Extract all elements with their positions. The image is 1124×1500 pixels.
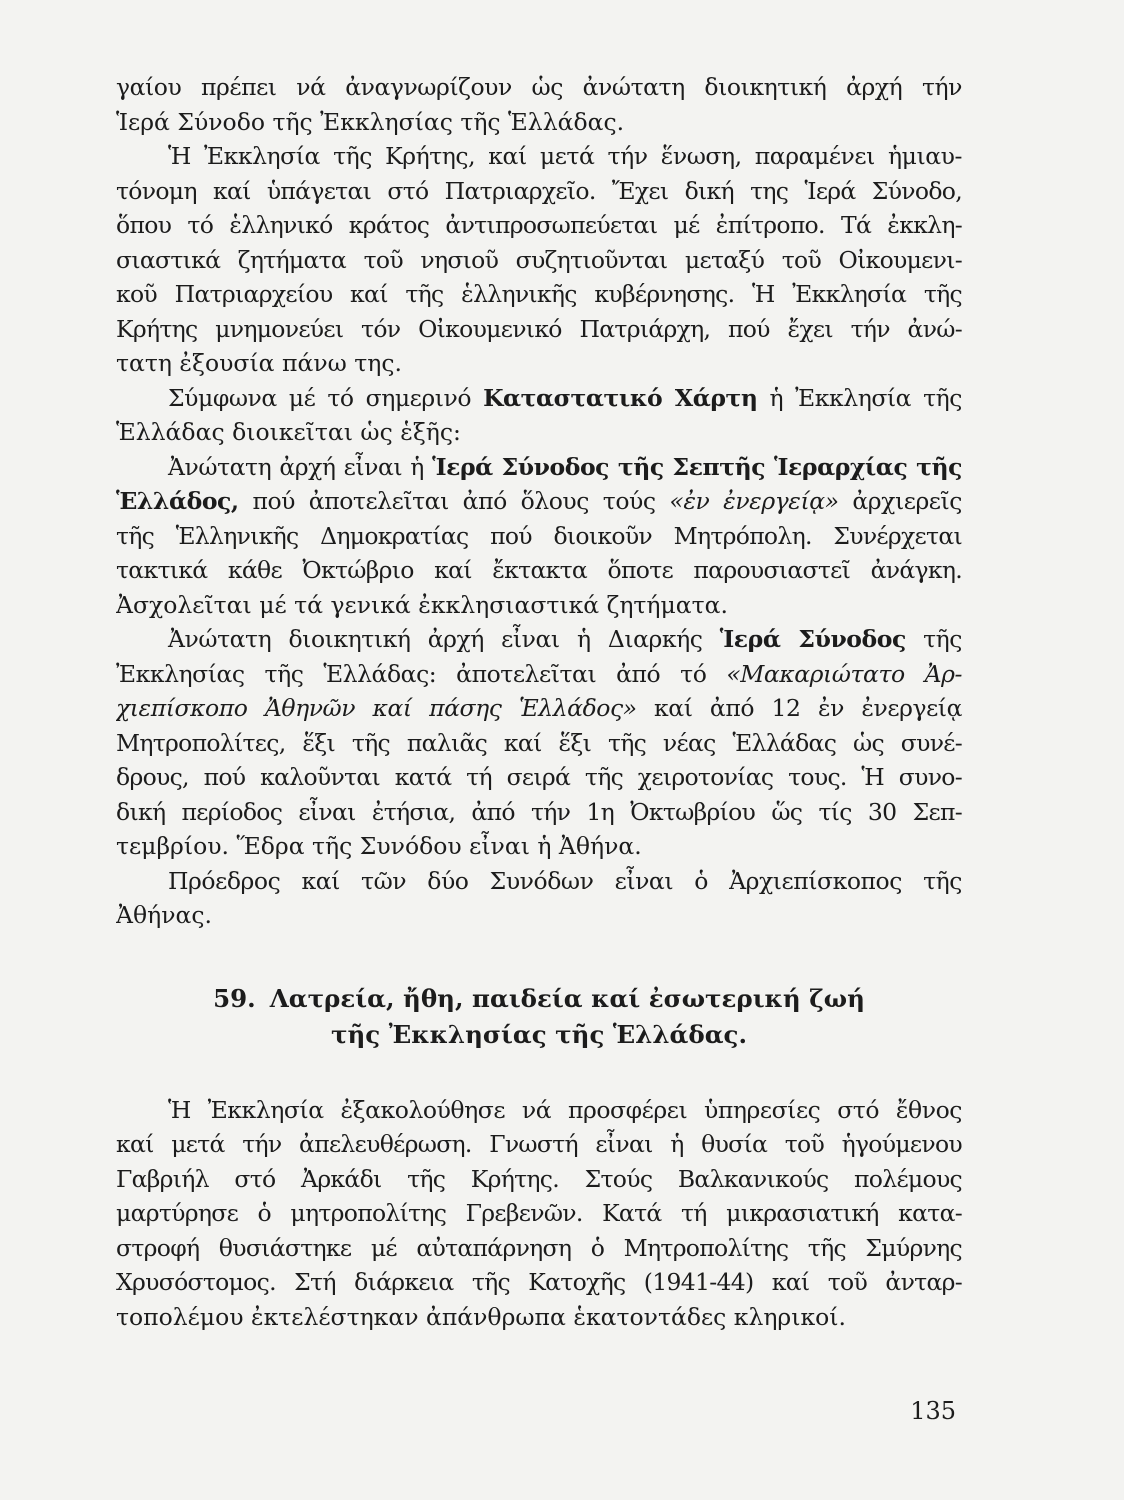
paragraph-4: [116, 450, 962, 623]
text-line: τεμβρίου. Ἕδρα τῆς Συνόδου εἶναι ἡ Ἀθήνα.: [116, 832, 642, 860]
text-segment: πού ἀποτελεῖται ἀπό ὅλους τούς: [238, 487, 670, 515]
text-segment: τῆς: [905, 625, 962, 653]
bold-term: Ἑλλάδος,: [116, 487, 239, 515]
text-line: Ἀθήνας.: [116, 901, 212, 929]
text-line: δρους, πού καλοῦνται κατά τή σειρά τῆς χειροτονίας τους. Ἡ συνο-: [116, 763, 962, 791]
italic-term: «Μακαριώτατο Ἀρ-: [726, 659, 962, 688]
text-line: Μητροπολίτες, ἕξι τῆς παλιᾶς καί ἕξι τῆς νέας Ἑλλάδας ὡς συνέ-: [116, 728, 962, 757]
text-segment: ἀρχιερεῖς: [838, 487, 962, 515]
text-segment: Ἀνώτατη διοικητική ἀρχή εἶναι ἡ Διαρκής: [168, 625, 720, 653]
text-line: ὅπου τό ἑλληνικό κράτος ἀντιπροσωπεύεται μέ ἐπίτροπο. Τά ἐκκλη-: [116, 211, 962, 239]
text-segment: καί ἀπό 12 ἐν ἐνεργείᾳ: [636, 694, 962, 722]
italic-term: χιεπίσκοπο Ἀθηνῶν καί πάσης Ἑλλάδος»: [116, 694, 637, 722]
text-line: [116, 484, 962, 519]
text-line: τοπολέμου ἐκτελέστηκαν ἀπάνθρωπα ἑκατοντάδες κληρικοί.: [116, 1302, 846, 1331]
text-line: Χρυσόστομος. Στή διάρκεια τῆς Κατοχῆς (1941-44) καί τοῦ ἀνταρ-: [116, 1268, 962, 1296]
section-heading: [116, 981, 962, 1053]
page-body: [116, 70, 962, 1334]
heading-line-2: τῆς Ἐκκλησίας τῆς Ἑλλάδας.: [330, 1019, 748, 1049]
text-line: Ἡ Ἐκκλησία ἐξακολούθησε νά προσφέρει ὑπηρεσίες στό ἔθνος: [168, 1095, 962, 1124]
text-line: τόνομη καί ὑπάγεται στό Πατριαρχεῖο. Ἔχει δική της Ἱερά Σύνοδο,: [116, 176, 962, 205]
bold-term: Ἱερά Σύνοδος τῆς Σεπτῆς Ἱεραρχίας τῆς: [432, 452, 962, 481]
text-line: σιαστικά ζητήματα τοῦ νησιοῦ συζητιοῦνται μεταξύ τοῦ Οἰκουμενι-: [116, 245, 962, 274]
bold-term: Καταστατικό Χάρτη: [483, 383, 758, 412]
page-number: 135: [910, 1397, 956, 1425]
text-line: Ἱερά Σύνοδο τῆς Ἐκκλησίας τῆς Ἑλλάδας.: [116, 107, 625, 136]
text-segment: Σύμφωνα μέ τό σημερινό: [168, 383, 484, 412]
paragraph-6: [116, 864, 962, 933]
text-line: Γαβριήλ στό Ἀρκάδι τῆς Κρήτης. Στούς Βαλκανικούς πολέμους: [116, 1164, 962, 1193]
text-line: [116, 450, 962, 485]
section-number: 59.: [213, 983, 256, 1013]
text-line: στροφή θυσιάστηκε μέ αὐταπάρνηση ὁ Μητροπολίτης τῆς Σμύρνης: [116, 1233, 962, 1262]
text-line: κοῦ Πατριαρχείου καί τῆς ἑλληνικῆς κυβέρνησης. Ἡ Ἐκκλησία τῆς: [116, 280, 962, 308]
paragraph-1: [116, 70, 962, 139]
paragraph-3: [116, 381, 962, 450]
heading-text: Λατρεία, ἤθη, παιδεία καί ἐσωτερική ζωή: [269, 983, 865, 1013]
text-line: Ἡ Ἐκκλησία τῆς Κρήτης, καί μετά τήν ἕνωση, παραμένει ἡμιαυ-: [168, 142, 962, 170]
text-line: μαρτύρησε ὁ μητροπολίτης Γρεβενῶν. Κατά τή μικρασιατική κατα-: [116, 1199, 962, 1227]
text-line: τατη ἐξουσία πάνω της.: [116, 349, 402, 377]
text-line: δική περίοδος εἶναι ἐτήσια, ἀπό τήν 1η Ὀκτωβρίου ὥς τίς 30 Σεπ-: [116, 797, 962, 826]
paragraph-5: [116, 622, 962, 864]
text-line: καί μετά τήν ἀπελευθέρωση. Γνωστή εἶναι ἡ θυσία τοῦ ἡγούμενου: [116, 1130, 962, 1158]
text-line: γαίου πρέπει νά ἀναγνωρίζουν ὡς ἀνώτατη διοικητική ἀρχή τήν: [116, 73, 962, 101]
text-line: [116, 622, 962, 657]
text-segment: Ἐκκλησίας τῆς Ἑλλάδας: ἀποτελεῖται ἀπό τό: [116, 659, 727, 688]
italic-term: «ἐν ἐνεργείᾳ»: [669, 487, 839, 515]
paragraph-2: [116, 139, 962, 381]
text-line: [116, 657, 962, 692]
text-line: τακτικά κάθε Ὀκτώβριο καί ἔκτακτα ὅποτε παρουσιαστεῖ ἀνάγκη.: [116, 556, 962, 584]
text-line: [116, 381, 962, 416]
paragraph-7: [116, 1093, 962, 1335]
text-line: Ἑλλάδας διοικεῖται ὡς ἑξῆς:: [116, 418, 461, 446]
text-line: Πρόεδρος καί τῶν δύο Συνόδων εἶναι ὁ Ἀρχιεπίσκοπος τῆς: [168, 866, 962, 895]
text-segment: Ἀνώτατη ἀρχή εἶναι ἡ: [168, 452, 433, 481]
text-segment: ἡ Ἐκκλησία τῆς: [757, 383, 962, 412]
text-line: Κρήτης μνημονεύει τόν Οἰκουμενικό Πατριάρχη, πού ἔχει τήν ἀνώ-: [116, 314, 962, 343]
heading-line-1: [116, 981, 962, 1017]
bold-term: Ἱερά Σύνοδος: [719, 625, 906, 653]
text-line: [116, 691, 962, 726]
text-line: τῆς Ἑλληνικῆς Δημοκρατίας πού διοικοῦν Μητρόπολη. Συνέρχεται: [116, 521, 962, 550]
text-line: Ἀσχολεῖται μέ τά γενικά ἐκκλησιαστικά ζητήματα.: [116, 590, 728, 619]
